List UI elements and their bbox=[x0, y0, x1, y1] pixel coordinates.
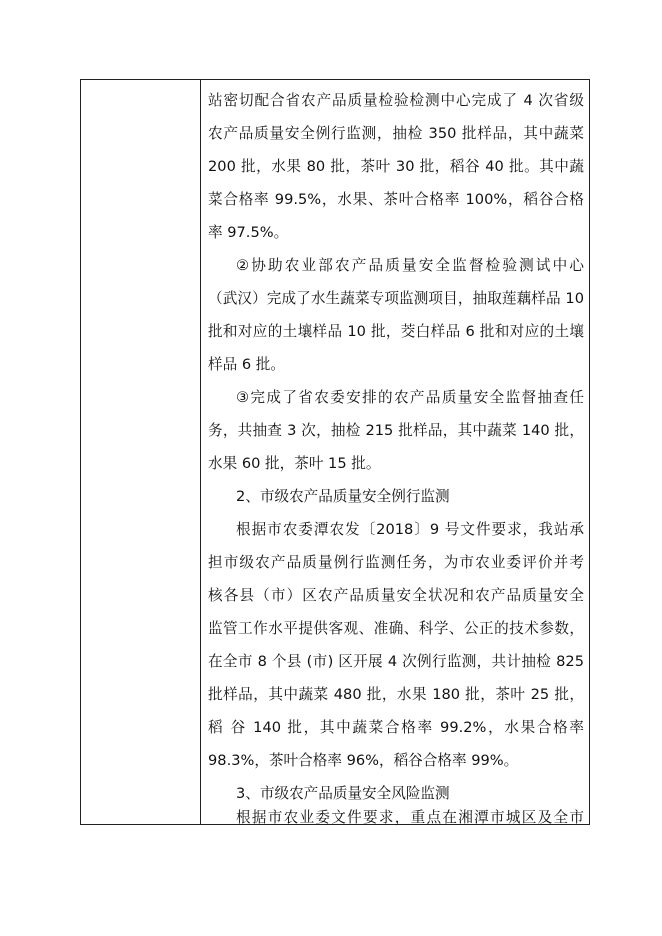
text-line: 批样品，其中蔬菜 480 批，水果 180 批，茶叶 25 批， bbox=[208, 686, 584, 703]
text-line: 菜合格率 99.5%，水果、茶叶合格率 100%，稻谷合格 bbox=[208, 191, 584, 208]
text-line: 务，共抽查 3 次，抽检 215 批样品，其中蔬菜 140 批， bbox=[208, 422, 584, 439]
text-line: ②协助农业部农产品质量安全监督检验测试中心 bbox=[236, 257, 584, 274]
text-line: 稻 谷 140 批，其中蔬菜合格率 99.2%，水果合格率 bbox=[208, 719, 584, 736]
text-line: 98.3%，茶叶合格率 96%，稻谷合格率 99%。 bbox=[208, 752, 519, 769]
table-label-cell bbox=[81, 80, 201, 824]
text-line: ③完成了省农委安排的农产品质量安全监督抽查任 bbox=[236, 389, 584, 406]
text-line: 率 97.5%。 bbox=[208, 224, 289, 241]
text-line: 站密切配合省农产品质量检验检测中心完成了 4 次省级 bbox=[208, 92, 584, 109]
text-line: 水果 60 批，茶叶 15 批。 bbox=[208, 455, 381, 472]
text-line: 核各县（市）区农产品质量安全状况和农产品质量安全 bbox=[208, 587, 584, 604]
text-line: 根据市农业委文件要求，重点在湘潭市城区及全市 bbox=[236, 809, 584, 826]
report-table bbox=[80, 79, 590, 825]
text-line: 样品 6 批。 bbox=[208, 356, 285, 373]
section-heading: 3、市级农产品质量安全风险监测 bbox=[236, 785, 450, 802]
table-content-cell bbox=[202, 80, 589, 824]
text-line: 担市级农产品质量例行监测任务，为市农业委评价并考 bbox=[208, 554, 584, 571]
text-line: 农产品质量安全例行监测，抽检 350 批样品，其中蔬菜 bbox=[208, 125, 584, 142]
text-line: 200 批，水果 80 批，茶叶 30 批，稻谷 40 批。其中蔬 bbox=[208, 158, 584, 175]
section-heading: 2、市级农产品质量安全例行监测 bbox=[236, 488, 450, 505]
text-line: 批和对应的土壤样品 10 批，茭白样品 6 批和对应的土壤 bbox=[208, 323, 584, 340]
text-line: 监管工作水平提供客观、准确、科学、公正的技术参数， bbox=[208, 620, 584, 637]
text-line: 根据市农委潭农发〔2018〕9 号文件要求，我站承 bbox=[236, 521, 584, 538]
text-line: 在全市 8 个县 (市) 区开展 4 次例行监测，共计抽检 825 bbox=[208, 653, 584, 670]
text-line: （武汉）完成了水生蔬菜专项监测项目，抽取莲藕样品 10 bbox=[208, 290, 584, 307]
